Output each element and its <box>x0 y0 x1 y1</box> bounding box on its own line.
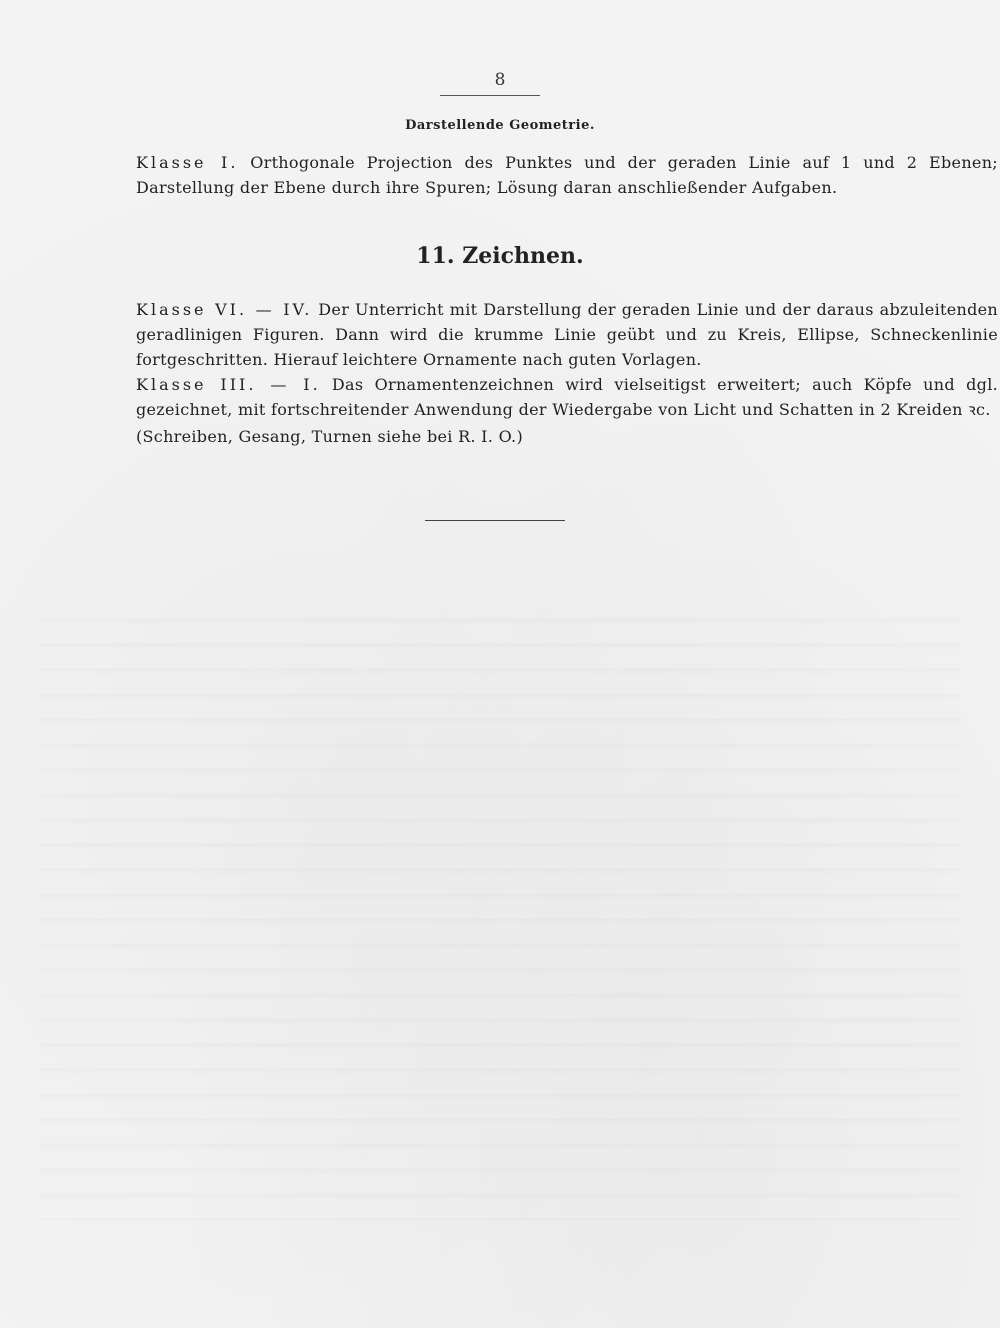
page-number: 8 <box>494 70 506 90</box>
klasse-label: Klasse VI. — IV. <box>136 300 313 319</box>
bleed-through-texture <box>40 600 960 1220</box>
geometry-paragraph <box>62 150 998 200</box>
section-heading: Darstellende Geometrie. <box>405 118 595 133</box>
note-line: (Schreiben, Gesang, Turnen siehe bei R. I. O.) <box>136 427 523 446</box>
drawing-paragraph-1 <box>62 297 998 372</box>
paragraph-body: Der Unterricht mit Darstellung der geraden Linie und der daraus abzuleitenden geradlinigen Figuren. Dann wird die krumme Linie geübt und zu Kreis, Ellipse, Schneckenlinie fortgeschritten. Hierauf leichtere Ornamente nach guten Vorlagen. <box>136 300 998 369</box>
chapter-title: 11. Zeichnen. <box>416 243 584 269</box>
klasse-label: Klasse III. — I. <box>136 375 321 394</box>
page-number-rule <box>440 95 540 96</box>
paragraph-body: Orthogonale Projection des Punktes und der geraden Linie auf 1 und 2 Ebenen; Darstellung der Ebene durch ihre Spuren; Lösung daran anschließender Aufgaben. <box>136 153 998 197</box>
klasse-label: Klasse I. <box>136 153 239 172</box>
drawing-paragraph-2 <box>62 372 998 422</box>
end-rule <box>425 520 565 521</box>
paragraph-body: Das Ornamentenzeichnen wird vielseitigst erweitert; auch Köpfe und dgl. gezeichnet, mit fortschreitender Anwendung der Wiedergabe von Licht und Schatten in 2 Kreiden ꝛc. <box>136 375 998 419</box>
